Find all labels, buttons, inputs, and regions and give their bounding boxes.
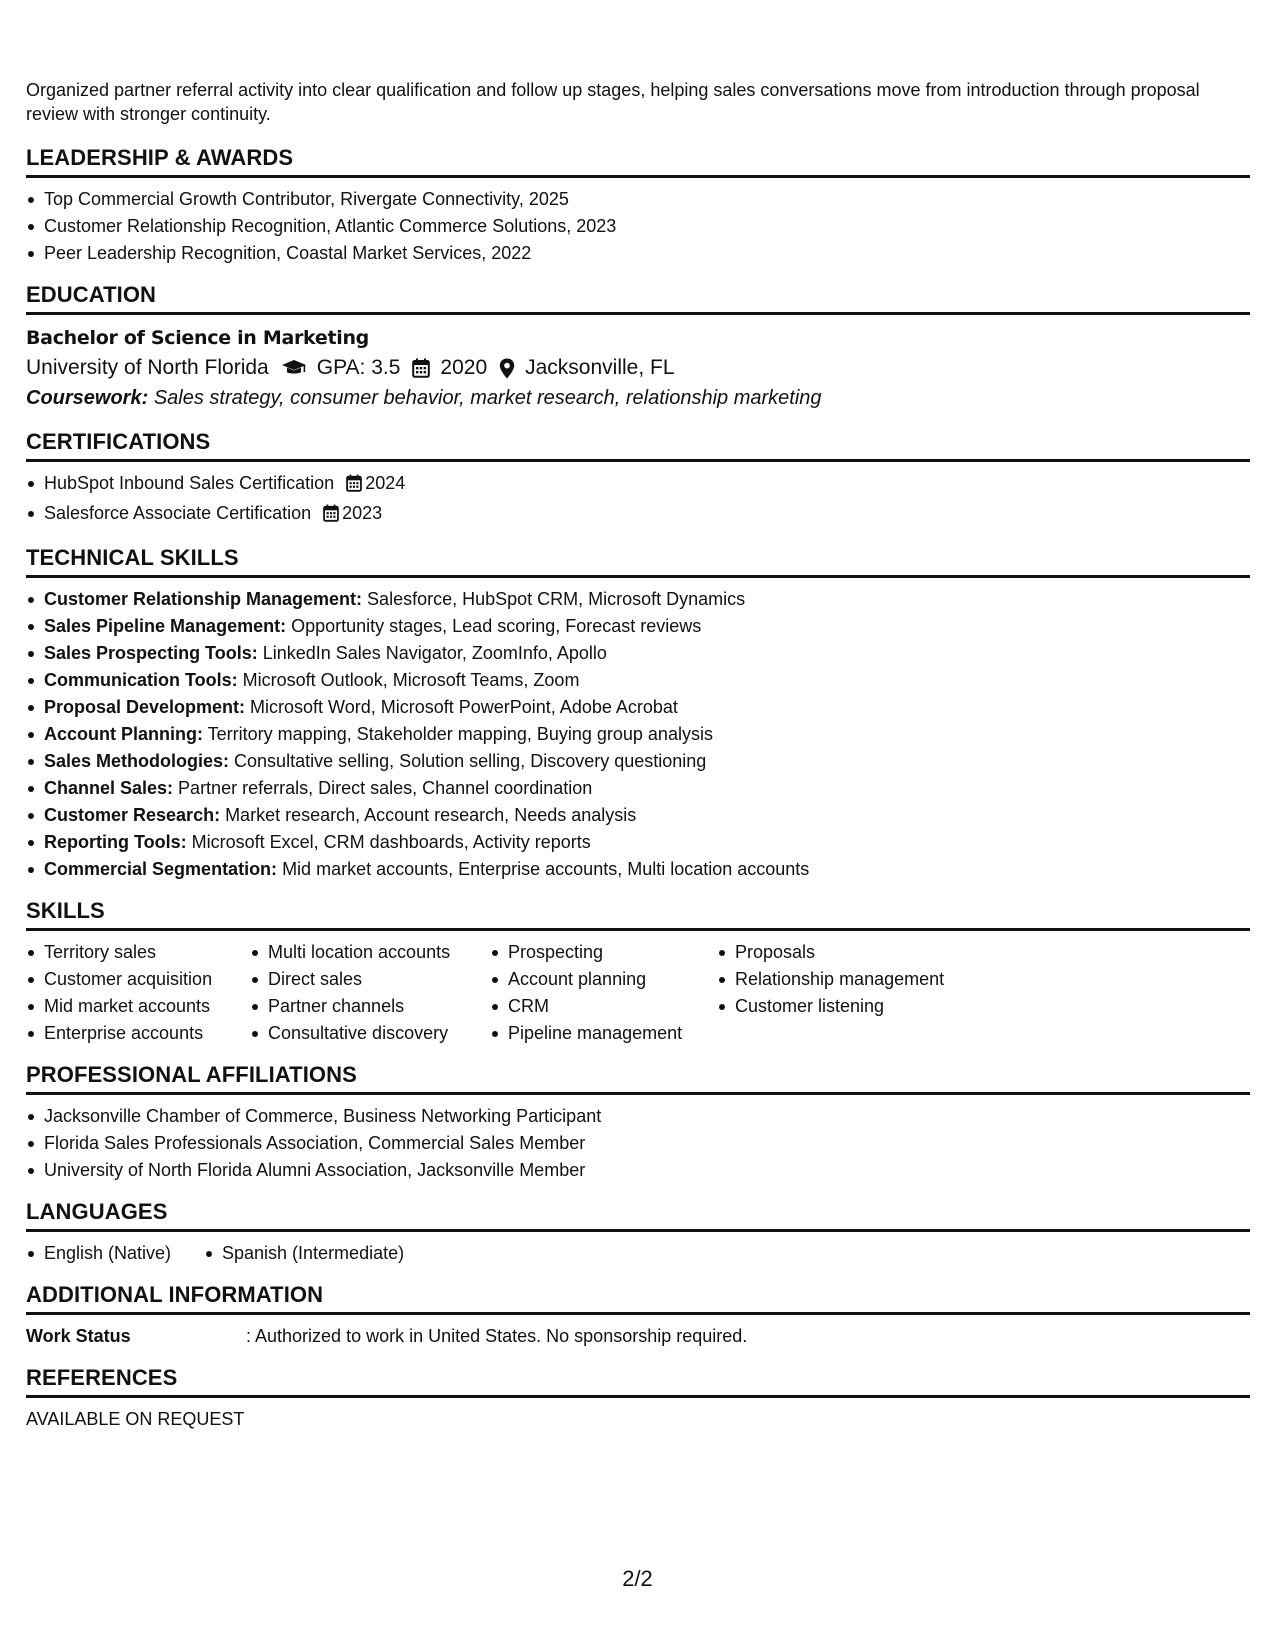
skill-category: Sales Methodologies:	[44, 751, 230, 771]
list-item: Proposals	[717, 939, 977, 966]
list-item	[26, 640, 1250, 667]
list-item	[26, 802, 1250, 829]
languages-row	[26, 1240, 1250, 1267]
list-item: CRM	[490, 993, 717, 1020]
calendar-icon	[323, 503, 339, 530]
references-section	[26, 1364, 1250, 1433]
skill-values: Microsoft Outlook, Microsoft Teams, Zoom	[237, 670, 580, 690]
calendar-icon	[346, 473, 362, 500]
list-item: Customer listening	[717, 993, 977, 1020]
skills-heading: SKILLS	[26, 897, 1250, 931]
languages-section	[26, 1198, 1250, 1267]
skill-category: Channel Sales:	[44, 778, 174, 798]
skill-values: Territory mapping, Stakeholder mapping, Buying group analysis	[203, 724, 713, 744]
skill-category: Sales Prospecting Tools:	[44, 643, 258, 663]
technical-skills-heading: TECHNICAL SKILLS	[26, 544, 1250, 578]
skills-grid	[26, 939, 1250, 1047]
experience-bullet-continuation: Organized partner referral activity into clear qualification and follow up stages, helping sales conversations move from introduction through proposal review with stronger continuity.	[26, 80, 1200, 124]
skill-values: Consultative selling, Solution selling, Discovery questioning	[229, 751, 707, 771]
list-item: Consultative discovery	[250, 1020, 490, 1047]
education-heading: EDUCATION	[26, 281, 1250, 315]
certification-year: 2024	[365, 473, 406, 493]
list-item: University of North Florida Alumni Association, Jacksonville Member	[26, 1157, 1250, 1184]
coursework-label: Coursework:	[26, 387, 149, 409]
list-item: Top Commercial Growth Contributor, Rivergate Connectivity, 2025	[26, 186, 1250, 213]
languages-list	[26, 1240, 204, 1267]
list-item: Spanish (Intermediate)	[204, 1240, 404, 1267]
technical-skills-list	[26, 586, 1250, 883]
list-item	[26, 694, 1250, 721]
additional-info-heading: ADDITIONAL INFORMATION	[26, 1281, 1250, 1315]
skill-category: Customer Relationship Management:	[44, 589, 363, 609]
affiliations-section	[26, 1061, 1250, 1184]
additional-info-section	[26, 1281, 1250, 1350]
skills-column	[490, 939, 717, 1047]
references-text: AVAILABLE ON REQUEST	[26, 1409, 245, 1429]
affiliations-heading: PROFESSIONAL AFFILIATIONS	[26, 1061, 1250, 1095]
list-item: Mid market accounts	[26, 993, 250, 1020]
skill-category: Proposal Development:	[44, 697, 246, 717]
list-item: Direct sales	[250, 966, 490, 993]
work-status-label: Work Status	[26, 1326, 131, 1346]
coursework	[26, 383, 1250, 414]
skill-values: Mid market accounts, Enterprise accounts, Multi location accounts	[277, 859, 810, 879]
certification-name: Salesforce Associate Certification	[44, 503, 312, 523]
certifications-list	[26, 470, 1250, 530]
graduation-year: 2020	[440, 356, 488, 379]
certifications-heading: CERTIFICATIONS	[26, 428, 1250, 462]
list-item: Customer Relationship Recognition, Atlantic Commerce Solutions, 2023	[26, 213, 1250, 240]
certification-name: HubSpot Inbound Sales Certification	[44, 473, 335, 493]
gpa: GPA: 3.5	[316, 356, 401, 379]
list-item: Relationship management	[717, 966, 977, 993]
list-item	[26, 829, 1250, 856]
list-item: Customer acquisition	[26, 966, 250, 993]
languages-list	[204, 1240, 404, 1267]
degree-title: Bachelor of Science in Marketing	[26, 327, 369, 349]
coursework-list: Sales strategy, consumer behavior, market research, relationship marketing	[153, 387, 822, 409]
skill-values: Market research, Account research, Needs analysis	[220, 805, 637, 825]
references-heading: REFERENCES	[26, 1364, 1250, 1398]
skill-values: Opportunity stages, Lead scoring, Forecast reviews	[286, 616, 702, 636]
skill-values: Microsoft Excel, CRM dashboards, Activity reports	[186, 832, 591, 852]
skill-category: Reporting Tools:	[44, 832, 187, 852]
skills-column	[26, 939, 250, 1047]
skill-values: Partner referrals, Direct sales, Channel coordination	[173, 778, 593, 798]
list-item: Account planning	[490, 966, 717, 993]
page-number: 2/2	[622, 1566, 653, 1591]
skill-category: Communication Tools:	[44, 670, 238, 690]
skill-values: Salesforce, HubSpot CRM, Microsoft Dynamics	[362, 589, 746, 609]
work-status-row	[26, 1323, 1250, 1350]
school-location: Jacksonville, FL	[525, 356, 675, 379]
work-status-value: : Authorized to work in United States. No sponsorship required.	[246, 1326, 748, 1346]
skills-section	[26, 897, 1250, 1047]
education-section	[26, 281, 1250, 414]
list-item	[26, 775, 1250, 802]
skill-values: Microsoft Word, Microsoft PowerPoint, Adobe Acrobat	[245, 697, 678, 717]
skill-category: Customer Research:	[44, 805, 221, 825]
list-item: Partner channels	[250, 993, 490, 1020]
list-item	[26, 586, 1250, 613]
list-item: English (Native)	[26, 1240, 204, 1267]
leadership-list	[26, 186, 1250, 267]
education-entry	[26, 323, 1250, 414]
leadership-heading: LEADERSHIP & AWARDS	[26, 144, 1250, 178]
list-item	[26, 667, 1250, 694]
calendar-icon	[412, 358, 430, 378]
education-meta	[26, 353, 1250, 383]
skill-category: Account Planning:	[44, 724, 203, 744]
list-item	[26, 613, 1250, 640]
resume-page	[26, 78, 1250, 1447]
skills-column	[250, 939, 490, 1047]
list-item: Peer Leadership Recognition, Coastal Market Services, 2022	[26, 240, 1250, 267]
skill-category: Sales Pipeline Management:	[44, 616, 287, 636]
map-pin-icon	[499, 358, 515, 379]
graduation-cap-icon	[281, 359, 307, 377]
list-item	[26, 748, 1250, 775]
list-item: Multi location accounts	[250, 939, 490, 966]
list-item	[26, 470, 1250, 500]
skill-values: LinkedIn Sales Navigator, ZoomInfo, Apollo	[257, 643, 607, 663]
list-item: Pipeline management	[490, 1020, 717, 1047]
leadership-section	[26, 144, 1250, 267]
certifications-section	[26, 428, 1250, 530]
affiliations-list	[26, 1103, 1250, 1184]
list-item: Florida Sales Professionals Association, Commercial Sales Member	[26, 1130, 1250, 1157]
technical-skills-section	[26, 544, 1250, 883]
languages-heading: LANGUAGES	[26, 1198, 1250, 1232]
school-name: University of North Florida	[26, 356, 269, 379]
list-item	[26, 500, 1250, 530]
list-item: Enterprise accounts	[26, 1020, 250, 1047]
list-item: Jacksonville Chamber of Commerce, Business Networking Participant	[26, 1103, 1250, 1130]
list-item: Prospecting	[490, 939, 717, 966]
skills-column	[717, 939, 977, 1047]
skill-category: Commercial Segmentation:	[44, 859, 278, 879]
certification-year: 2023	[342, 503, 383, 523]
list-item: Territory sales	[26, 939, 250, 966]
list-item	[26, 721, 1250, 748]
list-item	[26, 856, 1250, 883]
